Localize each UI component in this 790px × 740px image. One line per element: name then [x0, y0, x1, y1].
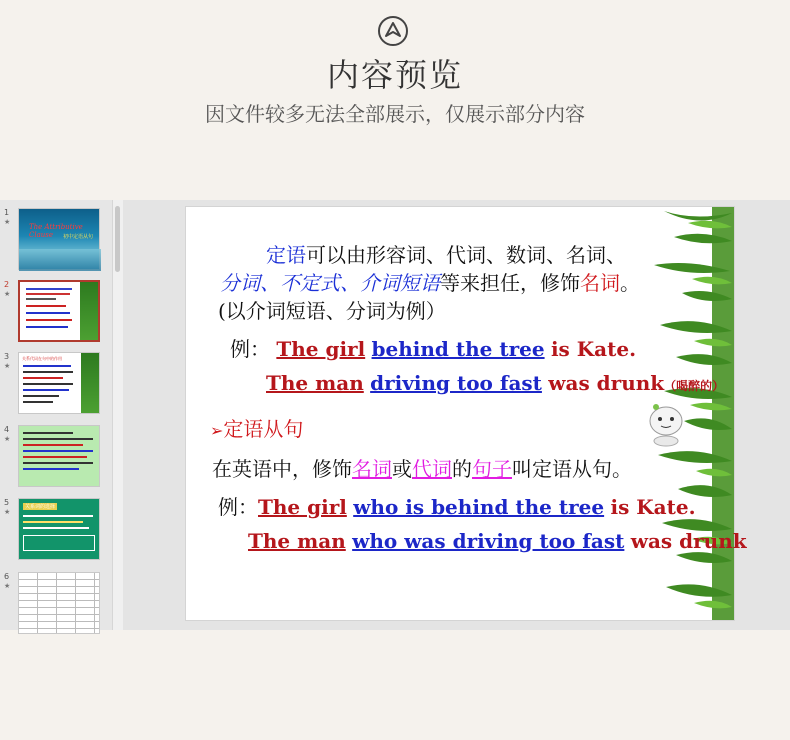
slide-thumbnail-5[interactable]	[0, 498, 112, 564]
slide-number: 2	[4, 280, 10, 289]
ex-note: （喝醉的）	[664, 379, 725, 393]
ex-subject: The girl	[258, 495, 347, 519]
slide-thumbnail-4[interactable]	[0, 425, 112, 491]
text: 在英语中，修饰	[212, 457, 352, 481]
thumb-text-lines	[23, 432, 97, 470]
example-label: 例：	[230, 337, 270, 361]
arrow-bullet-icon: ➢	[210, 421, 224, 440]
star-icon: ★	[4, 290, 11, 298]
slide-thumbnail-image[interactable]	[18, 425, 100, 487]
text: (以介词短语、分词为例）	[218, 299, 446, 323]
slide-thumbnail-2[interactable]	[0, 280, 112, 346]
text: 。	[620, 271, 640, 295]
star-icon: ★	[4, 362, 11, 370]
text: 或	[392, 457, 412, 481]
star-icon: ★	[4, 218, 11, 226]
current-slide[interactable]	[185, 206, 747, 621]
term-sentence: 句子	[472, 457, 512, 481]
text: 的	[452, 457, 472, 481]
text: 可以由形容词、代词、数词、名词、	[306, 243, 626, 267]
cartoon-character-icon	[644, 401, 688, 447]
slide-thumbnail-image[interactable]	[18, 572, 100, 634]
ex-rest: is Kate.	[550, 337, 637, 361]
slide-thumbnail-image[interactable]	[18, 208, 100, 270]
slide-thumbnail-1[interactable]	[0, 208, 112, 274]
term-list: 分词、不定式、介词短语	[220, 271, 440, 295]
ex-clause: who is behind the tree	[353, 495, 605, 519]
ex-rest: was drunk	[548, 371, 665, 395]
example-1	[230, 333, 636, 362]
up-arrow-circle-icon[interactable]	[378, 16, 408, 46]
thumb-subtitle: 初中定语从句	[63, 234, 94, 240]
thumb-text-lines	[23, 365, 77, 403]
slide-thumbnail-image[interactable]	[18, 352, 100, 414]
example-4	[248, 529, 747, 553]
slide-number: 4	[4, 425, 10, 434]
slide-number: 6	[4, 572, 10, 581]
ex-subject: The girl	[276, 337, 366, 361]
thumb-text-lines	[23, 515, 97, 551]
thumb-heading: 关系代词在句中的作用	[22, 356, 62, 361]
preview-header	[0, 0, 790, 200]
example-3	[218, 491, 696, 520]
slide-thumbnail-image[interactable]	[18, 280, 100, 342]
star-icon: ★	[4, 582, 11, 590]
thumb-heading: 关系词的选择	[25, 504, 56, 510]
slide-thumbnail-pane	[0, 200, 112, 630]
section-title: 定语从句	[223, 417, 304, 441]
ex-clause: who was driving too fast	[352, 529, 625, 553]
definition-line	[212, 453, 632, 482]
page-subtitle: 因文件较多无法全部展示，仅展示部分内容	[205, 102, 585, 126]
slide-number: 3	[4, 352, 10, 361]
thumb-title: The Attributive Clause	[29, 223, 83, 239]
term-attributive: 定语	[266, 243, 306, 267]
thumb-text-lines	[26, 288, 76, 328]
ex-modifier: behind the tree	[371, 337, 545, 361]
thumb-bamboo	[80, 282, 98, 340]
slide-number: 1	[4, 208, 10, 217]
slide-line-2	[220, 267, 640, 296]
ex-rest: is Kate.	[610, 495, 696, 519]
thumb-bamboo	[81, 353, 99, 413]
scrollbar-thumb[interactable]	[115, 206, 120, 272]
ex-subject: The man	[248, 529, 346, 553]
presentation-app	[0, 200, 790, 630]
term-noun: 名词	[580, 271, 620, 295]
thumbnail-scrollbar[interactable]	[112, 200, 123, 630]
slide-line-3	[218, 295, 446, 324]
ex-rest: was drunk	[630, 529, 747, 553]
example-label: 例：	[218, 495, 258, 519]
slide-thumbnail-image[interactable]	[18, 498, 100, 560]
section-heading	[210, 413, 303, 442]
term-noun: 名词	[352, 457, 392, 481]
ex-modifier: driving too fast	[370, 371, 542, 395]
star-icon: ★	[4, 508, 11, 516]
star-icon: ★	[4, 435, 11, 443]
slide-thumbnail-3[interactable]	[0, 352, 112, 418]
page-title: 内容预览	[326, 56, 463, 94]
slide-line-1	[266, 239, 626, 268]
term-pronoun: 代词	[412, 457, 452, 481]
ex-subject: The man	[266, 371, 364, 395]
slide-thumbnail-6[interactable]	[0, 572, 112, 634]
text: 叫定语从句。	[512, 457, 632, 481]
example-2	[266, 371, 724, 395]
slide-number: 5	[4, 498, 10, 507]
text: 等来担任，修饰	[440, 271, 580, 295]
slide-editor-canvas	[123, 200, 790, 630]
thumb-decoration	[19, 249, 101, 271]
